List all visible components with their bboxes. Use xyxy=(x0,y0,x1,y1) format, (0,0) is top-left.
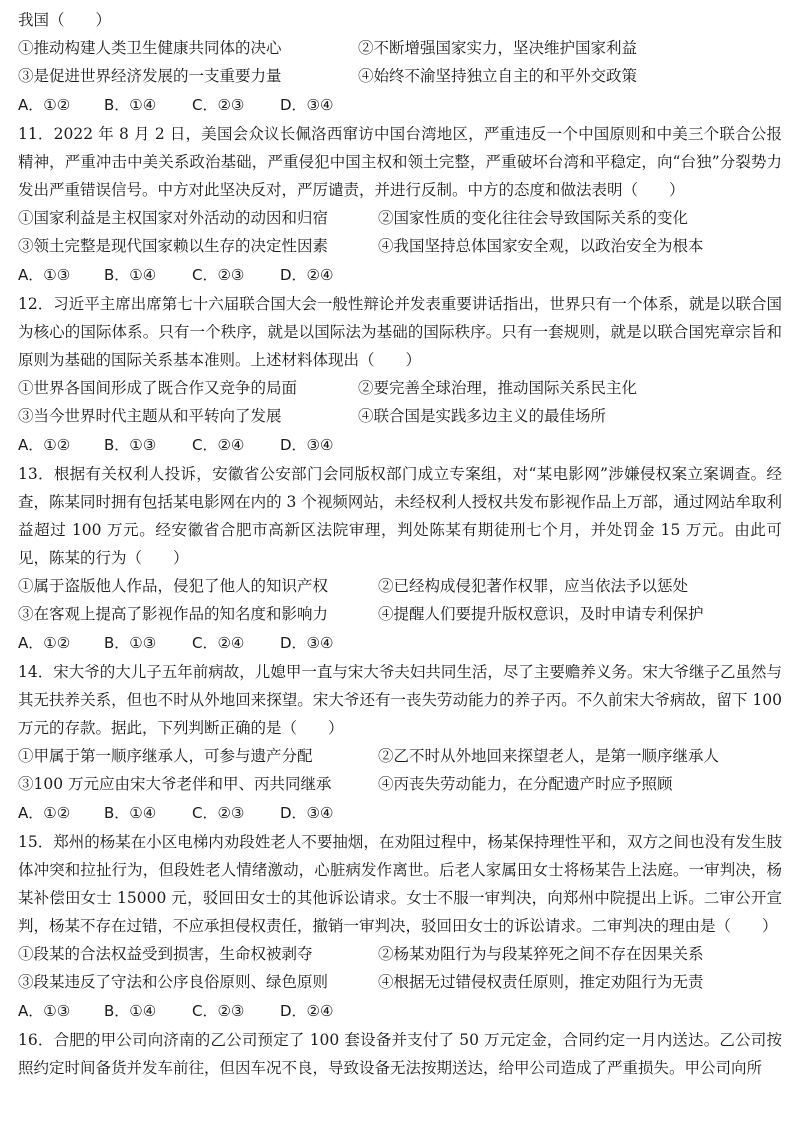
option-row xyxy=(18,402,782,430)
option-3: ③段某违反了守法和公序良俗原则、绿色原则 xyxy=(18,973,329,991)
question-13-stem: 13．根据有关权利人投诉，安徽省公安部门会同版权部门成立专案组，对“某电影网”涉嫌侵权案立案调查。经查，陈某同时拥有包括某电影网在内的 3 个视频网站，未经权利人授权共发布影视作品上万部，通过网站牟取利益超过 100 万元。经安徽省合肥市高新区法院审理，判处陈某有期徒刑七个月，并处罚金 15 万元。由此可见，陈某的行为（ ） xyxy=(18,465,782,567)
choice-c: C．②④ xyxy=(192,634,245,652)
choice-d: D．②④ xyxy=(280,266,334,284)
choice-d: D．②④ xyxy=(280,1002,334,1020)
choice-d: D．③④ xyxy=(280,804,334,822)
choice-b: B．①④ xyxy=(104,266,157,284)
option-4: ④根据无过错侵权责任原则，推定劝阻行为无责 xyxy=(378,973,704,991)
question-16-stem: 16．合肥的甲公司向济南的乙公司预定了 100 套设备并支付了 50 万元定金，合同约定一月内送达。乙公司按照约定时间备货并发车前往，但因车况不良，导致设备无法按期送达，给甲公司造成了严重损失。甲公司向所 xyxy=(18,1031,782,1077)
answer-choices xyxy=(18,996,782,1026)
answer-choices xyxy=(18,628,782,658)
option-1: ①段某的合法权益受到损害，生命权被剥夺 xyxy=(18,945,313,963)
option-4: ④联合国是实践多边主义的最佳场所 xyxy=(358,407,607,425)
option-row xyxy=(18,62,782,90)
option-3: ③是促进世界经济发展的一支重要力量 xyxy=(18,67,282,85)
choice-d: D．③④ xyxy=(280,96,334,114)
option-4: ④提醒人们要提升版权意识，及时申请专利保护 xyxy=(378,605,704,623)
option-row xyxy=(18,374,782,402)
option-row xyxy=(18,232,782,260)
choice-b: B．①④ xyxy=(104,804,157,822)
option-2: ②杨某劝阻行为与段某猝死之间不存在因果关系 xyxy=(378,945,704,963)
choice-c: C．②③ xyxy=(192,1002,245,1020)
option-2: ②已经构成侵犯著作权罪，应当依法予以惩处 xyxy=(378,577,689,595)
option-2: ②要完善全球治理，推动国际关系民主化 xyxy=(358,379,638,397)
option-row xyxy=(18,770,782,798)
option-row xyxy=(18,204,782,232)
choice-a: A．①③ xyxy=(18,1002,71,1020)
choice-b: B．①④ xyxy=(104,1002,157,1020)
question-15-stem: 15．郑州的杨某在小区电梯内劝段姓老人不要抽烟，在劝阻过程中，杨某保持理性平和，双方之间也没有发生肢体冲突和拉扯行为，但段姓老人情绪激动，心脏病发作离世。后老人家属田女士将杨某告上法庭。一审判决，杨某补偿田女士 15000 元，驳回田女士的其他诉讼请求。女士不服一审判决，向郑州中院提出上诉。二审公开宣判，杨某不存在过错，不应承担侵权责任，撤销一审判决，驳回田女士的诉讼请求。二审判决的理由是（ ） xyxy=(18,833,782,935)
option-4: ④始终不渝坚持独立自主的和平外交政策 xyxy=(358,67,638,85)
question-11-stem: 11．2022 年 8 月 2 日，美国会众议长佩洛西窜访中国台湾地区，严重违反一个中国原则和中美三个联合公报精神，严重冲击中美关系政治基础，严重侵犯中国主权和领土完整，严重破坏台湾和平稳定，向“台独”分裂势力发出严重错误信号。中方对此坚决反对，严厉谴责，并进行反制。中方的态度和做法表明（ ） xyxy=(18,125,782,199)
choice-c: C．②④ xyxy=(192,436,245,454)
option-row xyxy=(18,572,782,600)
choice-d: D．③④ xyxy=(280,634,334,652)
choice-c: C．②③ xyxy=(192,804,245,822)
option-row xyxy=(18,600,782,628)
choice-c: C．②③ xyxy=(192,96,245,114)
option-1: ①推动构建人类卫生健康共同体的决心 xyxy=(18,39,282,57)
question-stem-tail: 我国（ ） xyxy=(18,11,112,29)
choice-b: B．①③ xyxy=(104,436,157,454)
option-3: ③在客观上提高了影视作品的知名度和影响力 xyxy=(18,605,329,623)
option-1: ①世界各国间形成了既合作又竞争的局面 xyxy=(18,379,298,397)
choice-b: B．①④ xyxy=(104,96,157,114)
option-4: ④我国坚持总体国家安全观，以政治安全为根本 xyxy=(378,237,704,255)
option-2: ②不断增强国家实力，坚决维护国家利益 xyxy=(358,39,638,57)
option-row xyxy=(18,940,782,968)
choice-c: C．②③ xyxy=(192,266,245,284)
option-3: ③领土完整是现代国家赖以生存的决定性因素 xyxy=(18,237,329,255)
choice-d: D．③④ xyxy=(280,436,334,454)
answer-choices xyxy=(18,90,782,120)
option-1: ①甲属于第一顺序继承人，可参与遗产分配 xyxy=(18,747,313,765)
option-1: ①国家利益是主权国家对外活动的动因和归宿 xyxy=(18,209,329,227)
question-14-stem: 14．宋大爷的大儿子五年前病故，儿媳甲一直与宋大爷夫妇共同生活，尽了主要赡养义务。宋大爷继子乙虽然与其无扶养关系，但也不时从外地回来探望。宋大爷还有一丧失劳动能力的养子丙。不久前宋大爷病故，留下 100 万元的存款。据此，下列判断正确的是（ ） xyxy=(18,663,782,737)
choice-a: A．①② xyxy=(18,804,71,822)
option-4: ④丙丧失劳动能力，在分配遗产时应予照顾 xyxy=(378,775,673,793)
option-row xyxy=(18,742,782,770)
answer-choices xyxy=(18,430,782,460)
answer-choices xyxy=(18,260,782,290)
question-12-stem: 12．习近平主席出席第七十六届联合国大会一般性辩论并发表重要讲话指出，世界只有一个体系，就是以联合国为核心的国际体系。只有一个秩序，就是以国际法为基础的国际秩序。只有一套规则，就是以联合国宪章宗旨和原则为基础的国际关系基本准则。上述材料体现出（ ） xyxy=(18,295,782,369)
choice-a: A．①② xyxy=(18,634,71,652)
choice-a: A．①③ xyxy=(18,266,71,284)
option-2: ②国家性质的变化往往会导致国际关系的变化 xyxy=(378,209,689,227)
choice-a: A．①② xyxy=(18,96,71,114)
choice-b: B．①③ xyxy=(104,634,157,652)
answer-choices xyxy=(18,798,782,828)
option-3: ③当今世界时代主题从和平转向了发展 xyxy=(18,407,282,425)
choice-a: A．①② xyxy=(18,436,71,454)
option-2: ②乙不时从外地回来探望老人，是第一顺序继承人 xyxy=(378,747,720,765)
option-3: ③100 万元应由宋大爷老伴和甲、丙共同继承 xyxy=(18,775,332,793)
option-row xyxy=(18,968,782,996)
option-row xyxy=(18,34,782,62)
option-1: ①属于盗版他人作品，侵犯了他人的知识产权 xyxy=(18,577,329,595)
